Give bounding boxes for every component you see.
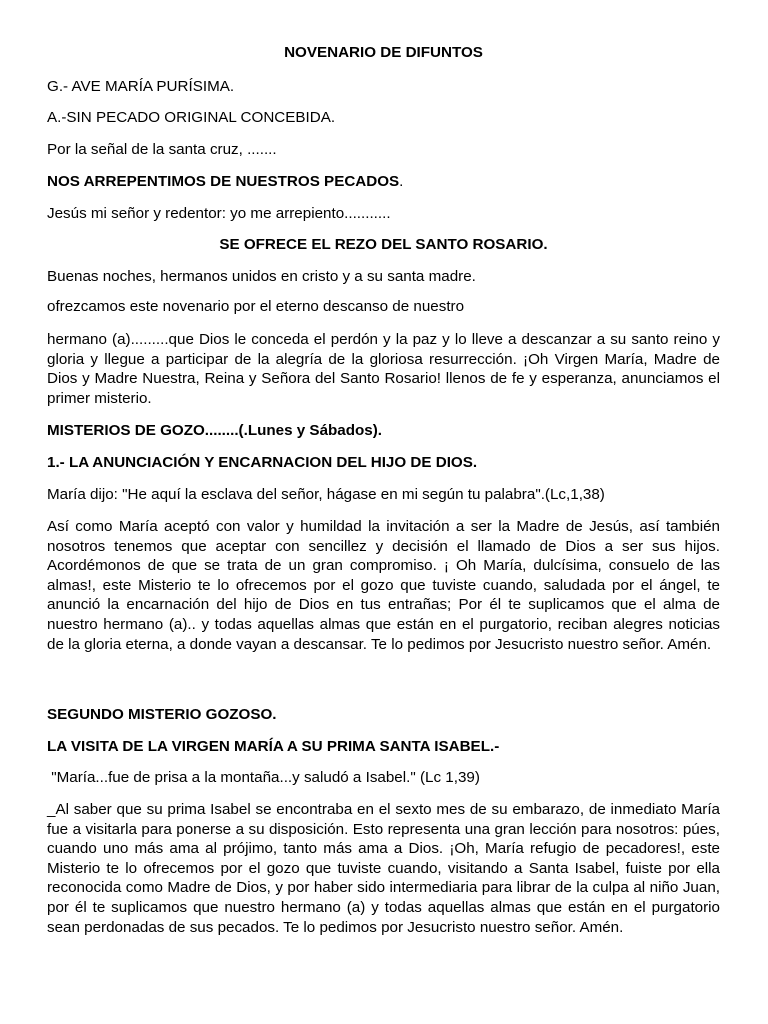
sign-of-cross-line: Por la señal de la santa cruz, ....... [47,141,277,158]
intro-prayer-paragraph: hermano (a).........que Dios le conceda el perdón y la paz y lo lleve a descanzar a su santo reino y gloria y llegue a participar de la alegría de la gloriosa resurrección. ¡Oh Virgen María, Madre de Dios y Madre Nuestra, Reina y Señora del Santo Rosario! llenos de fe y esperanza, anunciamos el primer misterio. [47,331,720,407]
repentance-line: Jesús mi señor y redentor: yo me arrepiento........... [47,205,391,222]
rosary-offering-heading: SE OFRECE EL REZO DEL SANTO ROSARIO. [219,236,548,253]
offering-line: ofrezcamos este novenario por el eterno descanso de nuestro [47,298,465,315]
repentance-heading-text: NOS ARREPENTIMOS DE NUESTROS PECADOS [47,173,400,190]
second-mystery-paragraph: _Al saber que su prima Isabel se encontraba en el sexto mes de su embarazo, de inmediato María fue a visitarla para ponerse a su disposición. Esto representa una gran lección para nosotros: púes, cuando uno más ama al prójimo, tanto más ama a Dios. ¡Oh, María refugio de pecadores!, este Misterio te lo ofrecemos por el gozo que tuviste cuando, visitando a Santa Isabel, fuiste por ella reconocida como Madre de Dios, y por haber sido intermediaria para librar de la culpa al niño Juan, por él te suplicamos que nuestro hermano (a) y todas aquellas almas que están en el purgatorio sean perdonadas de sus pecados. Te lo pedimos por Jesucristo nuestro señor. Amén. [47,801,720,936]
greeting-line: Buenas noches, hermanos unidos en cristo y a su santa madre. [47,268,476,285]
document-title: NOVENARIO DE DIFUNTOS [284,44,483,61]
repentance-heading [47,172,403,192]
response-sin-pecado: A.-SIN PECADO ORIGINAL CONCEBIDA. [47,109,336,126]
first-mystery-paragraph: Así como María aceptó con valor y humildad la invitación a ser la Madre de Jesús, así también nosotros tenemos que aceptar con sencillez y decisión el llamado de Dios a ser sus hijos. Acordémonos de que se trata de un gran compromiso. ¡ Oh María, dulcísima, consuelo de las almas!, este Misterio te lo ofrecemos por el gozo que tuviste cuando, saludada por el ángel, te anunció la encarnación del hijo de Dios en tus entrañas; Por él te suplicamos que el alma de nuestro hermano (a).. y todas aquellas almas que están en el purgatorio, reciban alegres noticias de la gloria eterna, a donde vayan a descansar. Te lo pedimos por Jesucristo nuestro señor. Amén. [47,518,720,653]
second-mystery-quote: "María...fue de prisa a la montaña...y saludó a Isabel." (Lc 1,39) [47,769,480,786]
repentance-heading-dot: . [399,173,404,190]
first-mystery-quote: María dijo: "He aquí la esclava del señor, hágase en mi según tu palabra".(Lc,1,38) [47,486,605,503]
visitation-heading: LA VISITA DE LA VIRGEN MARÍA A SU PRIMA SANTA ISABEL.- [47,738,500,755]
first-mystery-heading: 1.- LA ANUNCIACIÓN Y ENCARNACION DEL HIJO DE DIOS. [47,454,478,471]
versicle-ave-maria: G.- AVE MARÍA PURÍSIMA. [47,78,235,95]
joyful-mysteries-heading: MISTERIOS DE GOZO........(.Lunes y Sábados). [47,422,383,439]
second-mystery-heading: SEGUNDO MISTERIO GOZOSO. [47,706,277,723]
